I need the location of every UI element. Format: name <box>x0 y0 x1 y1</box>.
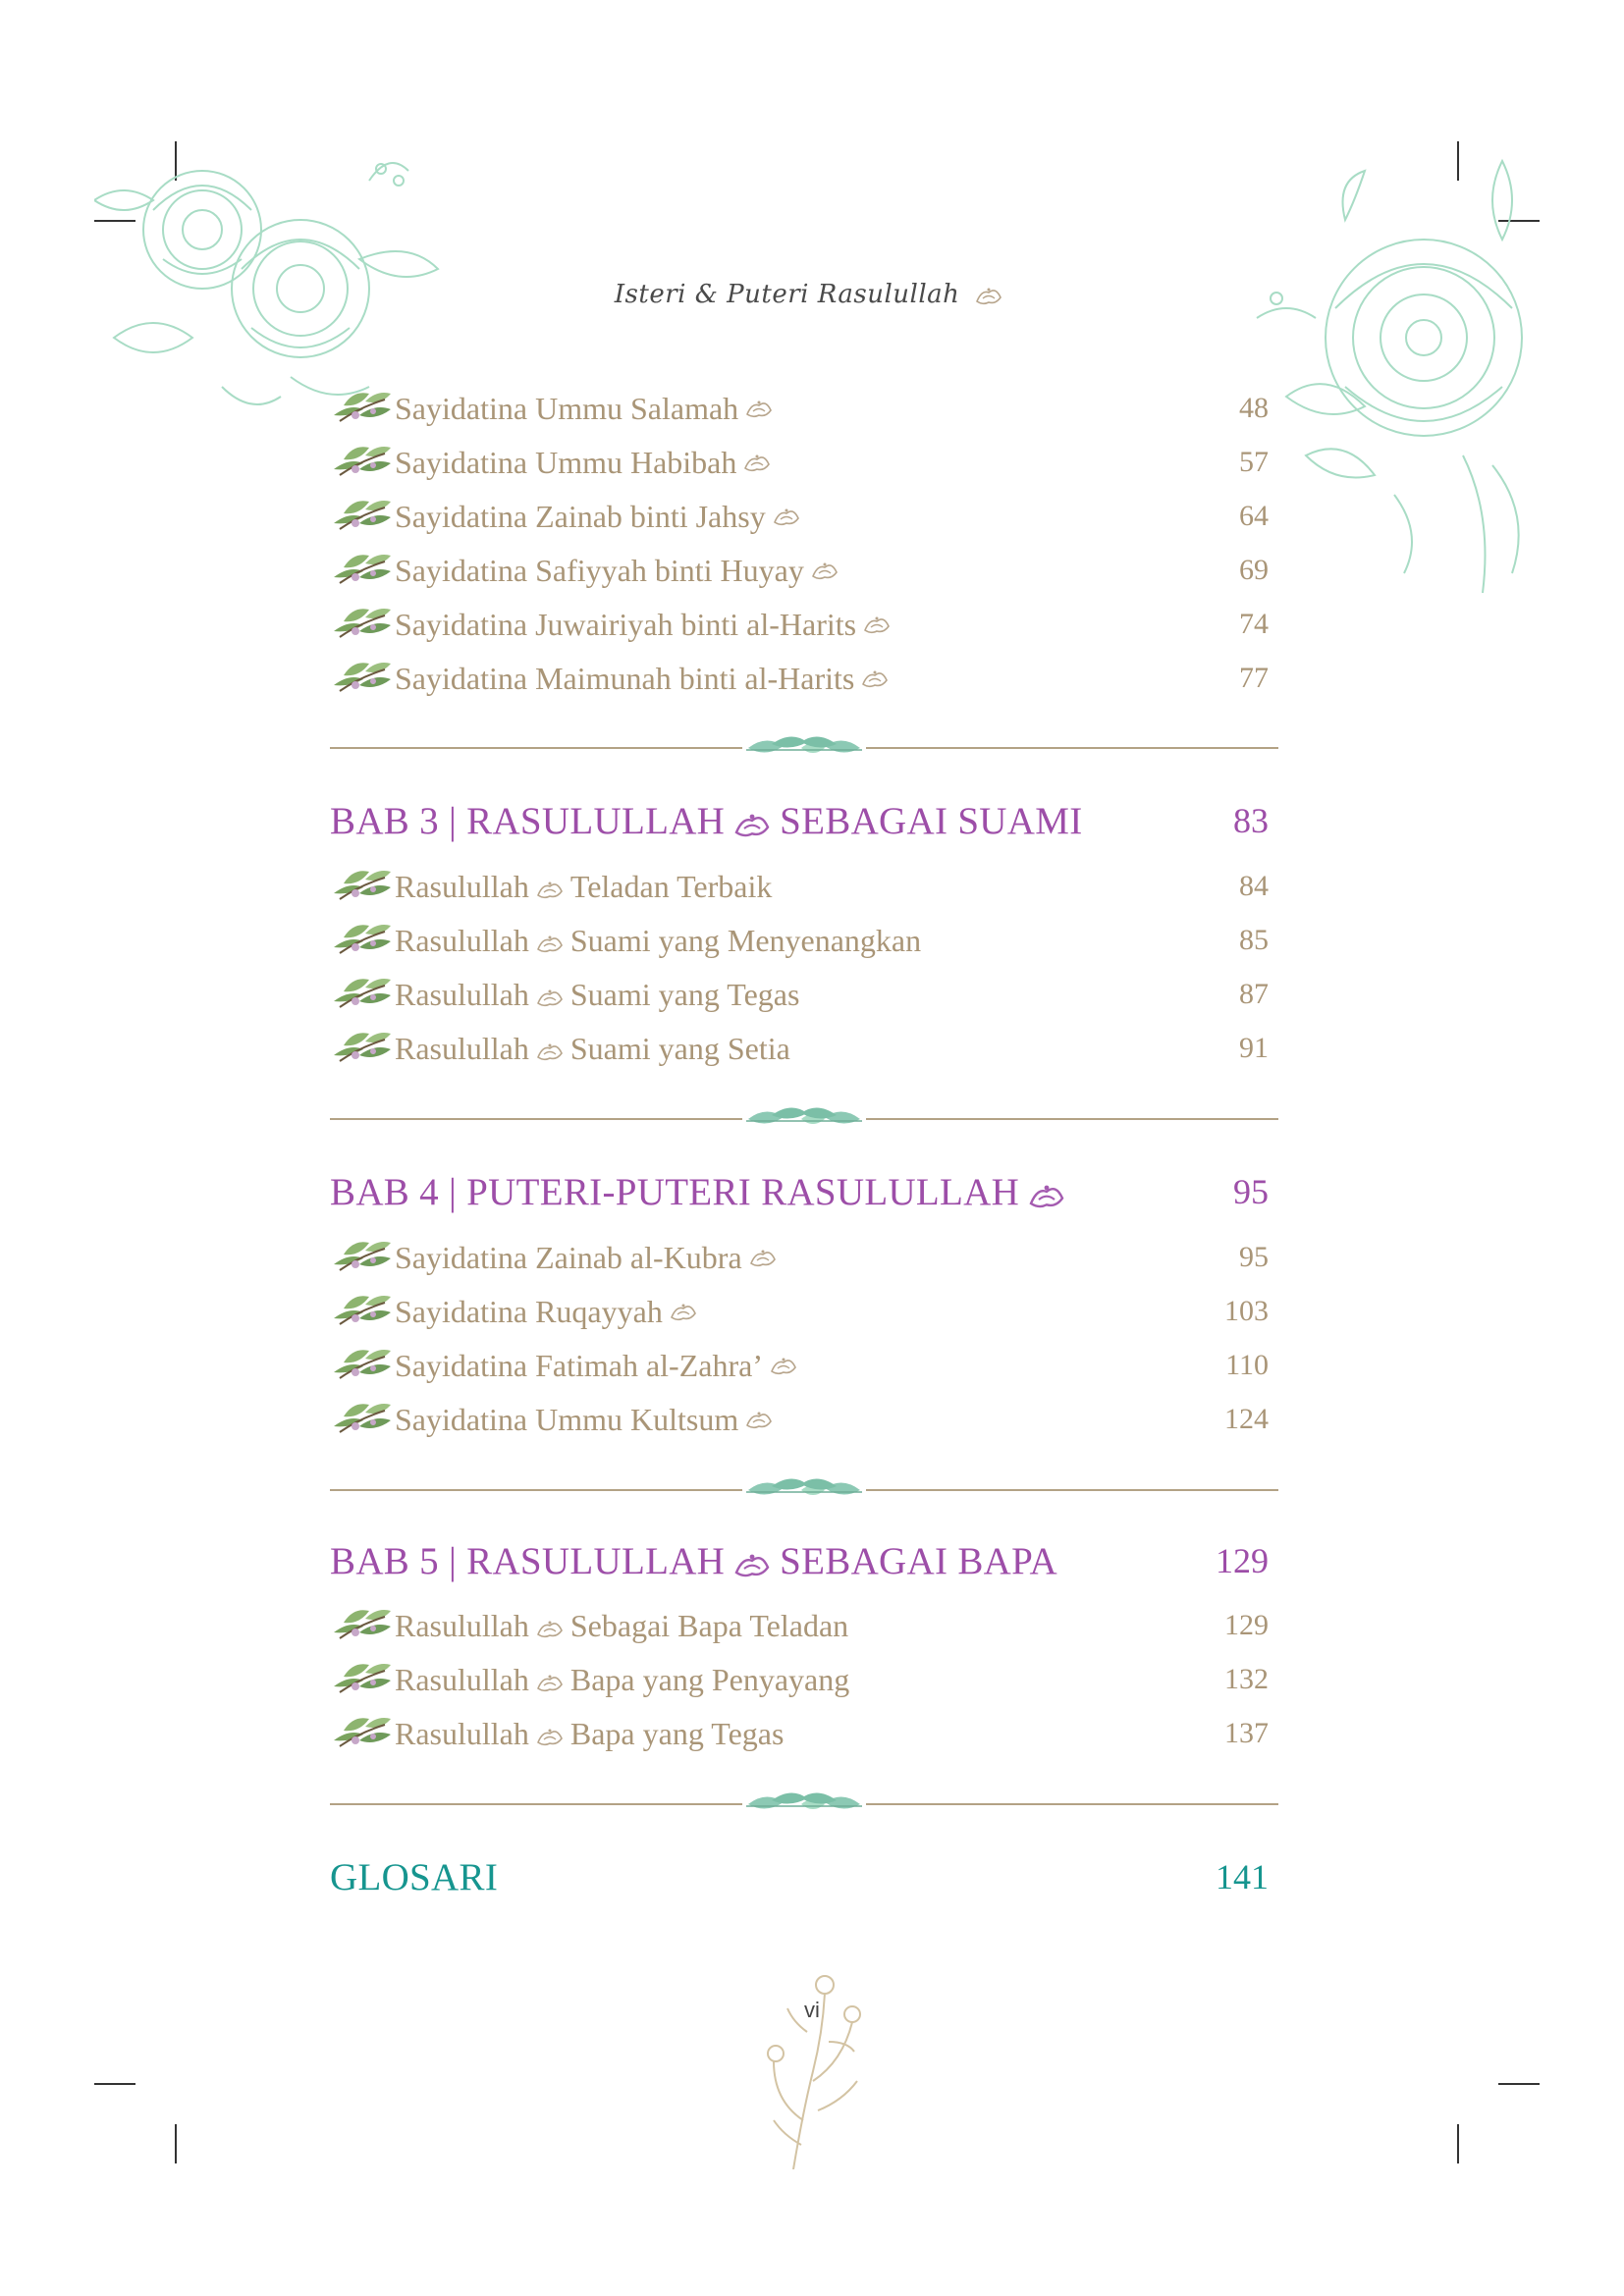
toc-entry[interactable] <box>330 863 1278 910</box>
honorific-icon <box>862 613 892 636</box>
leaf-icon <box>330 386 395 431</box>
chapter-page-number: 141 <box>1216 1857 1269 1896</box>
entry-page-number: 77 <box>1239 662 1269 694</box>
entry-page-number: 124 <box>1224 1403 1269 1435</box>
entry-title: Rasulullah Bapa yang Tegas <box>395 1715 785 1751</box>
leaf-icon <box>330 918 395 963</box>
chapter-page-number: 129 <box>1216 1541 1269 1580</box>
running-head: Isteri & Puteri Rasulullah <box>0 280 1624 309</box>
entry-page-number: 69 <box>1239 554 1269 586</box>
leaf-icon <box>330 972 395 1017</box>
toc-entry[interactable] <box>330 655 1278 702</box>
entry-page-number: 48 <box>1239 392 1269 424</box>
honorific-icon <box>744 397 774 420</box>
entry-page-number: 137 <box>1224 1717 1269 1749</box>
leaf-icon <box>330 1235 395 1280</box>
toc-entry[interactable] <box>330 1234 1278 1281</box>
chapter-heading-glosari[interactable] <box>330 1849 1278 1904</box>
entry-title: Rasulullah Teladan Terbaik <box>395 868 773 904</box>
leaf-icon <box>330 864 395 909</box>
honorific-icon <box>535 986 565 1009</box>
leaf-icon <box>330 602 395 647</box>
entry-page-number: 87 <box>1239 978 1269 1010</box>
toc-entry[interactable] <box>330 1656 1278 1703</box>
leaf-icon <box>330 1657 395 1702</box>
leaf-icon <box>330 494 395 539</box>
leaf-icon <box>330 1026 395 1071</box>
honorific-icon <box>974 284 1003 307</box>
entry-title: Sayidatina Zainab binti Jahsy <box>395 498 766 534</box>
crop-mark <box>175 2124 177 2163</box>
entry-page-number: 84 <box>1239 870 1269 902</box>
toc-entry[interactable] <box>330 385 1278 432</box>
entry-page-number: 57 <box>1239 446 1269 478</box>
entry-title: Rasulullah Suami yang Menyenangkan <box>395 922 922 958</box>
section-divider <box>330 1470 1278 1510</box>
toc-entry[interactable] <box>330 1396 1278 1443</box>
entry-title: Sayidatina Juwairiyah binti al-Harits <box>395 606 857 642</box>
entry-title: Sayidatina Ummu Habibah <box>395 444 737 480</box>
entry-page-number: 85 <box>1239 924 1269 956</box>
entry-page-number: 64 <box>1239 500 1269 532</box>
entry-title: Sayidatina Ruqayyah <box>395 1293 663 1329</box>
honorific-icon <box>772 505 801 528</box>
honorific-icon <box>669 1300 698 1323</box>
entry-page-number: 129 <box>1224 1609 1269 1641</box>
crop-mark <box>1457 2124 1459 2163</box>
entry-title: Sayidatina Safiyyah binti Huyay <box>395 552 804 588</box>
entry-title: Sayidatina Ummu Salamah <box>395 390 739 426</box>
leaf-icon <box>330 1397 395 1442</box>
toc-entry[interactable] <box>330 971 1278 1018</box>
leaf-icon <box>330 1711 395 1756</box>
chapter-title: BAB 4 | PUTERI-PUTERI RASULULLAH <box>330 1170 1074 1214</box>
chapter-page-number: 83 <box>1233 801 1269 840</box>
honorific-icon <box>810 559 839 582</box>
page-number: vi <box>804 1998 820 2022</box>
honorific-icon <box>535 1671 565 1694</box>
honorific-icon <box>535 878 565 901</box>
section-divider <box>330 728 1278 768</box>
toc-entry[interactable] <box>330 547 1278 594</box>
leaf-icon <box>330 1603 395 1648</box>
leaf-icon <box>330 1343 395 1388</box>
honorific-icon <box>1027 1180 1066 1211</box>
chapter-title: GLOSARI <box>330 1855 499 1898</box>
entry-page-number: 95 <box>1239 1241 1269 1273</box>
floral-corner-top-right <box>1247 141 1542 613</box>
chapter-heading-bab-5[interactable] <box>330 1533 1278 1588</box>
entry-title: Sayidatina Ummu Kultsum <box>395 1401 739 1437</box>
chapter-title: BAB 3 | RASULULLAH SEBAGAI SUAMI <box>330 799 1083 842</box>
leaf-icon <box>330 656 395 701</box>
honorific-icon <box>535 1040 565 1063</box>
entry-title: Rasulullah Suami yang Setia <box>395 1030 790 1066</box>
section-divider <box>330 1099 1278 1139</box>
honorific-icon <box>769 1354 798 1377</box>
entry-page-number: 91 <box>1239 1032 1269 1064</box>
entry-title: Rasulullah Sebagai Bapa Teladan <box>395 1607 849 1643</box>
chapter-title: BAB 5 | RASULULLAH SEBAGAI BAPA <box>330 1539 1057 1582</box>
leaf-icon <box>330 1289 395 1334</box>
entry-title: Rasulullah Suami yang Tegas <box>395 976 800 1012</box>
crop-mark <box>1498 2083 1540 2085</box>
toc-entry[interactable] <box>330 1602 1278 1649</box>
honorific-icon <box>535 1725 565 1748</box>
honorific-icon <box>744 1408 774 1431</box>
honorific-icon <box>742 451 772 474</box>
honorific-icon <box>732 1549 772 1580</box>
entry-page-number: 103 <box>1224 1295 1269 1327</box>
entry-title: Sayidatina Fatimah al-Zahra’ <box>395 1347 763 1383</box>
honorific-icon <box>748 1246 778 1269</box>
toc-entry[interactable] <box>330 1025 1278 1072</box>
honorific-icon <box>732 809 772 840</box>
entry-page-number: 74 <box>1239 608 1269 640</box>
entry-title: Sayidatina Maimunah binti al-Harits <box>395 660 855 696</box>
chapter-page-number: 95 <box>1233 1172 1269 1211</box>
toc-entry[interactable] <box>330 1710 1278 1757</box>
toc-entry[interactable] <box>330 493 1278 540</box>
toc-entry[interactable] <box>330 1342 1278 1389</box>
entry-title: Sayidatina Zainab al-Kubra <box>395 1239 742 1275</box>
leaf-icon <box>330 548 395 593</box>
crop-mark <box>94 2083 135 2085</box>
entry-title: Rasulullah Bapa yang Penyayang <box>395 1661 850 1697</box>
toc-entry[interactable] <box>330 601 1278 648</box>
section-divider <box>330 1785 1278 1824</box>
honorific-icon <box>535 1617 565 1640</box>
toc-entry[interactable] <box>330 917 1278 964</box>
chapter-heading-bab-4[interactable] <box>330 1164 1278 1219</box>
toc-entry[interactable] <box>330 1288 1278 1335</box>
honorific-icon <box>535 932 565 955</box>
entry-page-number: 132 <box>1224 1663 1269 1695</box>
honorific-icon <box>860 667 890 690</box>
chapter-heading-bab-3[interactable] <box>330 793 1278 848</box>
entry-page-number: 110 <box>1225 1349 1269 1381</box>
toc-entry[interactable] <box>330 439 1278 486</box>
leaf-icon <box>330 440 395 485</box>
